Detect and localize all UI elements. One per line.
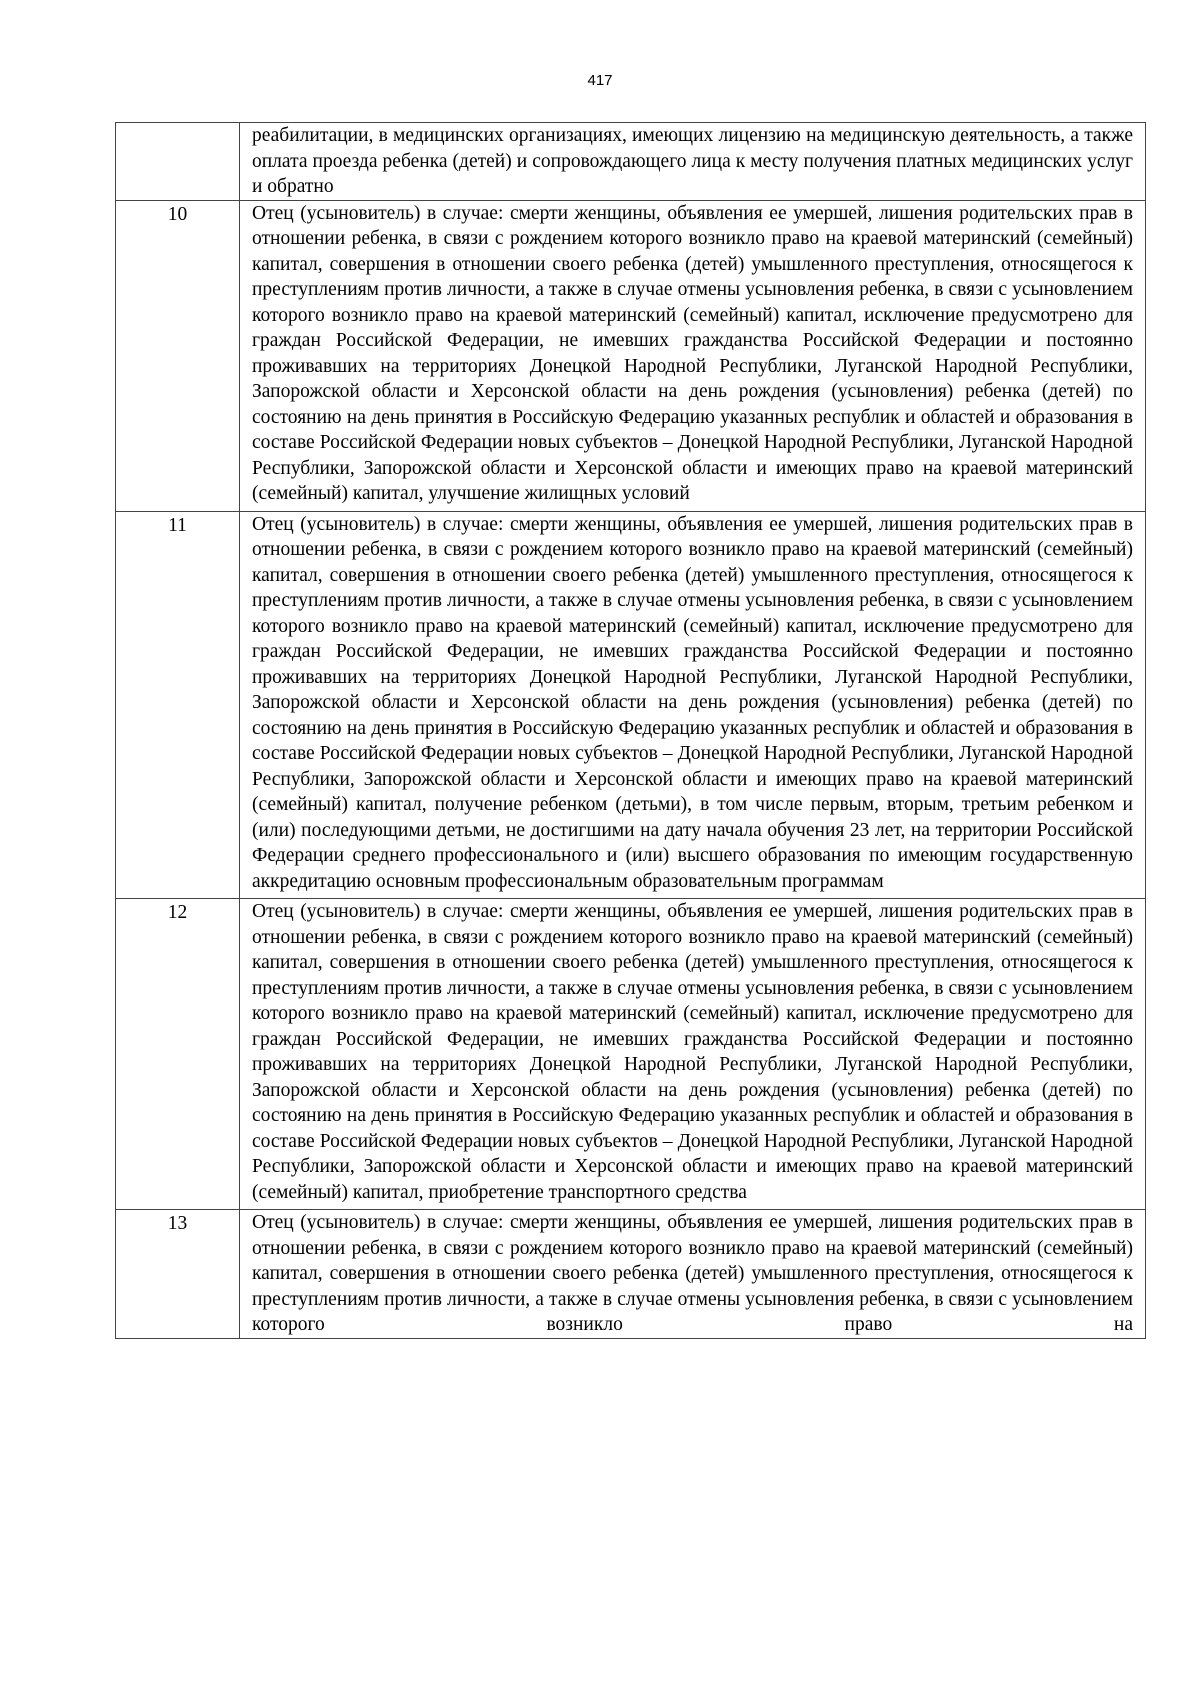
row-text-cell: Отец (усыновитель) в случае: смерти женщины, объявления ее умершей, лишения родительских прав в отношении ребенка, в связи с рождением которого возникло право на краевой материнский (семейный) капитал, совершения в отношении своего ребенка (детей) умышленного преступления, относящегося к преступлениям против личности, а также в случае отмены усыновления ребенка, в связи с усыновлением которого возникло право на краевой материнский (семейный) капитал, исключение предусмотрено для граждан Российской Федерации, не имевших гражданства Российской Федерации и постоянно проживавших на территориях Донецкой Народной Республики, Луганской Народной Республики, Запорожской области и Херсонской области на день рождения (усыновления) ребенка (детей) по состоянию на день принятия в Российскую Федерацию указанных республик и областей и образования в составе Российской Федерации новых субъектов – Донецкой Народной Республики, Луганской Народной Республики, Запорожской области и Херсонской области и имеющих право на краевой материнский (семейный) капитал, улучшение жилищных условий: [240, 200, 1146, 511]
document-table: [115, 122, 1146, 1339]
row-number-cell: 11: [116, 511, 240, 899]
row-number-cell: 10: [116, 200, 240, 511]
row-text-cell: реабилитации, в медицинских организациях, имеющих лицензию на медицинскую деятельность, а также оплата проезда ребенка (детей) и сопровождающего лица к месту получения платных медицинских услуг и обратно: [240, 123, 1146, 201]
row-number-cell: [116, 123, 240, 201]
table-row: [116, 1210, 1146, 1339]
row-number-cell: 13: [116, 1210, 240, 1339]
table-row: [116, 899, 1146, 1210]
row-text-cell: Отец (усыновитель) в случае: смерти женщины, объявления ее умершей, лишения родительских прав в отношении ребенка, в связи с рождением которого возникло право на краевой материнский (семейный) капитал, совершения в отношении своего ребенка (детей) умышленного преступления, относящегося к преступлениям против личности, а также в случае отмены усыновления ребенка, в связи с усыновлением которого возникло право на краевой материнский (семейный) капитал, исключение предусмотрено для граждан Российской Федерации, не имевших гражданства Российской Федерации и постоянно проживавших на территориях Донецкой Народной Республики, Луганской Народной Республики, Запорожской области и Херсонской области на день рождения (усыновления) ребенка (детей) по состоянию на день принятия в Российскую Федерацию указанных республик и областей и образования в составе Российской Федерации новых субъектов – Донецкой Народной Республики, Луганской Народной Республики, Запорожской области и Херсонской области и имеющих право на краевой материнский (семейный) капитал, получение ребенком (детьми), в том числе первым, вторым, третьим ребенком и (или) последующими детьми, не достигшими на дату начала обучения 23 лет, на территории Российской Федерации среднего профессионального и (или) высшего образования по имеющим государственную аккредитацию основным профессиональным образовательным программам: [240, 511, 1146, 899]
row-text-cell: Отец (усыновитель) в случае: смерти женщины, объявления ее умершей, лишения родительских прав в отношении ребенка, в связи с рождением которого возникло право на краевой материнский (семейный) капитал, совершения в отношении своего ребенка (детей) умышленного преступления, относящегося к преступлениям против личности, а также в случае отмены усыновления ребенка, в связи с усыновлением которого возникло право на: [240, 1210, 1146, 1339]
row-text-cell: Отец (усыновитель) в случае: смерти женщины, объявления ее умершей, лишения родительских прав в отношении ребенка, в связи с рождением которого возникло право на краевой материнский (семейный) капитал, совершения в отношении своего ребенка (детей) умышленного преступления, относящегося к преступлениям против личности, а также в случае отмены усыновления ребенка, в связи с усыновлением которого возникло право на краевой материнский (семейный) капитал, исключение предусмотрено для граждан Российской Федерации, не имевших гражданства Российской Федерации и постоянно проживавших на территориях Донецкой Народной Республики, Луганской Народной Республики, Запорожской области и Херсонской области на день рождения (усыновления) ребенка (детей) по состоянию на день принятия в Российскую Федерацию указанных республик и областей и образования в составе Российской Федерации новых субъектов – Донецкой Народной Республики, Луганской Народной Республики, Запорожской области и Херсонской области и имеющих право на краевой материнский (семейный) капитал, приобретение транспортного средства: [240, 899, 1146, 1210]
table-row: [116, 511, 1146, 899]
row-number-cell: 12: [116, 899, 240, 1210]
page-number: 417: [587, 72, 613, 89]
table-row: [116, 200, 1146, 511]
table-row: [116, 123, 1146, 201]
